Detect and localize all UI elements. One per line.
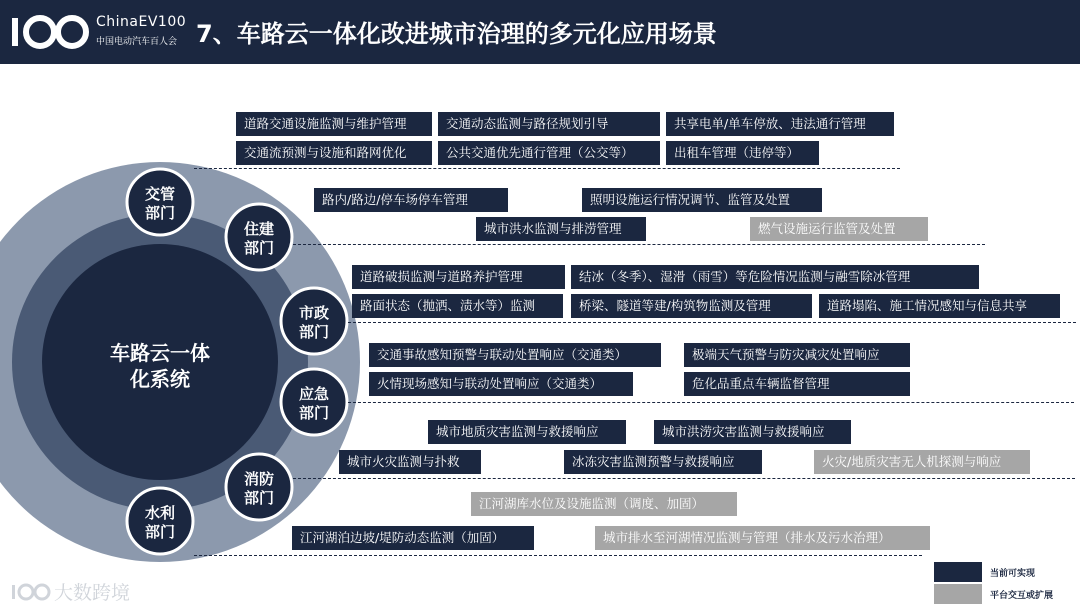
footer-brand: 大数跨境	[54, 582, 131, 604]
item-taxi-management: 出租车管理（违停等）	[666, 141, 819, 165]
dept-shuili-line1: 水利	[144, 504, 176, 522]
item-road-surface-monitoring: 路面状态（抛洒、渍水等）监测	[352, 294, 563, 318]
item-drainage-to-rivers: 城市排水至河湖情况监测与管理（排水及污水治理）	[595, 526, 930, 550]
connector-jiaoguan	[194, 168, 900, 169]
dept-shizheng-line1: 市政	[298, 304, 330, 322]
dept-zhujian[interactable]	[226, 204, 292, 270]
dept-xiaofang-line2: 部门	[243, 489, 275, 507]
item-gas-facility-supervision: 燃气设施运行监管及处置	[750, 217, 928, 241]
item-traffic-accident-warning: 交通事故感知预警与联动处置响应（交通类）	[369, 343, 661, 367]
item-road-facility-monitoring: 道路交通设施监测与维护管理	[236, 112, 432, 136]
dept-shuili-line2: 部门	[144, 523, 176, 541]
connector-shuili	[194, 555, 922, 556]
item-public-transit-priority: 公共交通优先通行管理（公交等）	[438, 141, 660, 165]
dept-shizheng-line2: 部门	[298, 323, 330, 341]
watermark-logo-icon	[10, 580, 52, 604]
dept-yingji[interactable]	[281, 369, 347, 435]
item-drone-detection: 火灾/地质灾害无人机探测与响应	[814, 450, 1030, 474]
item-water-level-monitoring: 江河湖库水位及设施监测（调度、加固）	[471, 492, 737, 516]
connector-xiaofang	[293, 478, 1075, 479]
item-road-collapse-sensing: 道路塌陷、施工情况感知与信息共享	[819, 294, 1060, 318]
item-shared-bike-management: 共享电单/单车停放、违法通行管理	[666, 112, 894, 136]
connector-zhujian	[293, 244, 985, 245]
dept-shuili[interactable]	[127, 488, 193, 554]
item-freezing-disaster-warning: 冰冻灾害监测预警与救援响应	[564, 450, 762, 474]
legend-swatch-extended	[934, 584, 982, 604]
item-lighting-regulation: 照明设施运行情况调节、监管及处置	[582, 188, 822, 212]
item-urban-flood-disaster-monitoring: 城市洪涝灾害监测与救援响应	[654, 420, 851, 444]
connector-shizheng	[348, 322, 1076, 323]
page-title: 7、车路云一体化改进城市治理的多元化应用场景	[196, 20, 717, 48]
dept-yingji-line1: 应急	[298, 385, 330, 403]
center-label-line2: 化系统	[130, 367, 190, 391]
dept-jiaoguan-line1: 交管	[144, 185, 176, 203]
dept-xiaofang-line1: 消防	[243, 470, 275, 488]
item-traffic-dynamic-monitoring: 交通动态监测与路径规划引导	[438, 112, 660, 136]
dept-zhujian-line1: 住建	[243, 220, 275, 238]
legend-swatch-current	[934, 562, 982, 582]
logo-text: ChinaEV100	[96, 14, 187, 30]
item-urban-fire-monitoring: 城市火灾监测与扑救	[339, 450, 481, 474]
connector-yingji	[348, 402, 1074, 403]
dept-shizheng[interactable]	[281, 288, 347, 354]
dept-jiaoguan-line2: 部门	[144, 204, 176, 222]
item-road-damage-monitoring: 道路破损监测与道路养护管理	[352, 265, 565, 289]
legend-label-extended: 平台交互或扩展	[990, 591, 1054, 601]
item-slope-dike-monitoring: 江河湖泊边坡/堤防动态监测（加固）	[292, 526, 534, 550]
item-fire-scene-sensing: 火情现场感知与联动处置响应（交通类）	[369, 372, 633, 396]
dept-xiaofang[interactable]	[226, 454, 292, 520]
dept-yingji-line2: 部门	[298, 404, 330, 422]
item-traffic-flow-prediction: 交通流预测与设施和路网优化	[236, 141, 432, 165]
item-extreme-weather-warning: 极端天气预警与防灾减灾处置响应	[684, 343, 910, 367]
dept-jiaoguan[interactable]	[127, 169, 193, 235]
system-diagram	[0, 0, 400, 600]
center-label-line1: 车路云一体	[110, 341, 210, 365]
item-hazmat-vehicle-supervision: 危化品重点车辆监督管理	[684, 372, 910, 396]
item-flood-drainage: 城市洪水监测与排涝管理	[476, 217, 646, 241]
item-parking-management: 路内/路边/停车场停车管理	[314, 188, 508, 212]
dept-zhujian-line2: 部门	[243, 239, 275, 257]
item-icing-slippery-monitoring: 结冰（冬季）、湿滑（雨雪）等危险情况监测与融雪除冰管理	[571, 265, 979, 289]
item-geological-disaster-monitoring: 城市地质灾害监测与救援响应	[428, 420, 626, 444]
logo-subtext: 中国电动汽车百人会	[96, 37, 178, 47]
item-bridge-tunnel-monitoring: 桥梁、隧道等建/构筑物监测及管理	[571, 294, 812, 318]
legend-label-current: 当前可实现	[990, 569, 1036, 579]
